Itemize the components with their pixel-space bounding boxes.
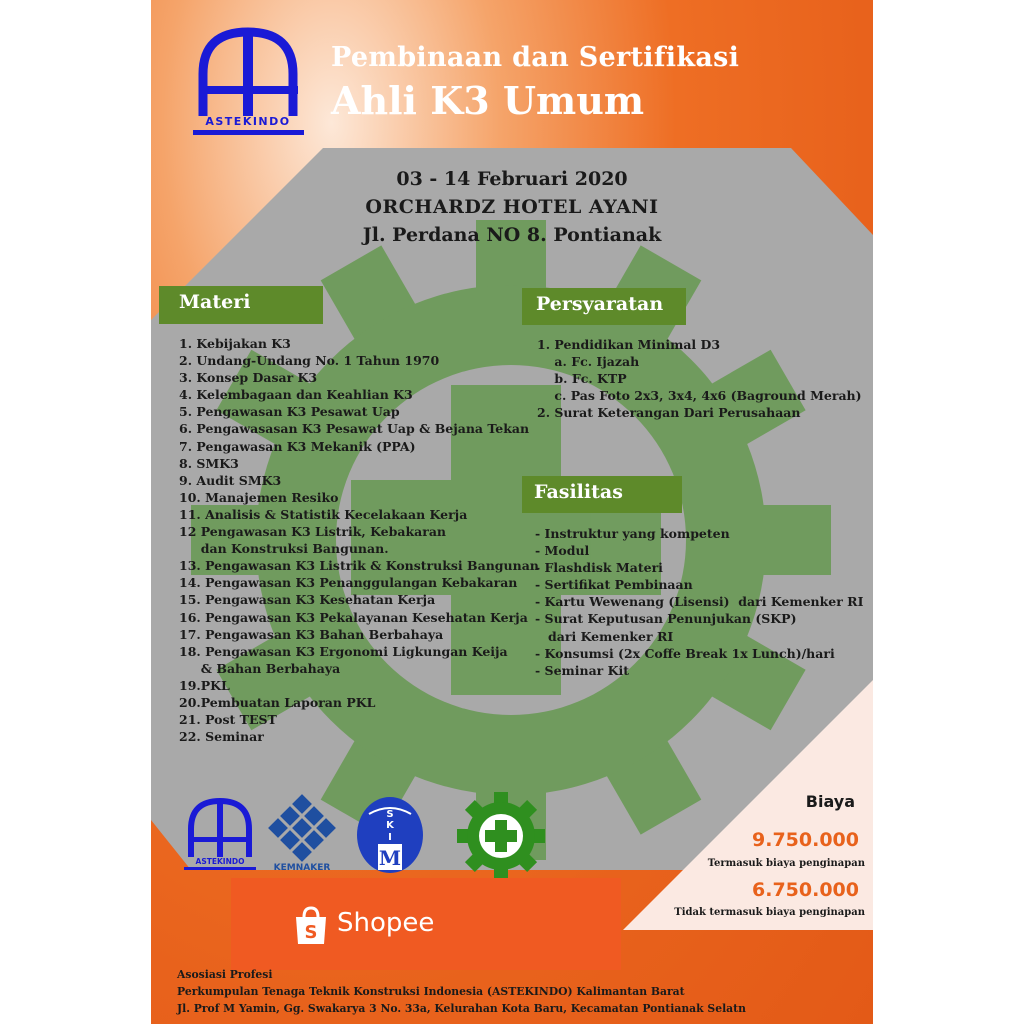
list-item: 22. Seminar [179,729,264,745]
price-with-lodging: 9.750.000 [752,829,859,851]
list-item: 1. Kebijakan K3 [179,336,291,351]
persyaratan-heading: Persyaratan [522,288,686,325]
shopee-bag-icon [293,906,329,946]
list-item: 19.PKL [179,677,230,693]
shopee-label: Shopee [337,908,435,938]
shopee-banner[interactable] [231,878,621,970]
list-item: 13. Pengawasan K3 Listrik & Konstruksi Bangunan [179,558,539,574]
footer [177,966,746,1017]
list-item: 1. Pendidikan Minimal D3 [537,337,721,352]
list-item: 11. Analisis & Statistik Kecelakaan Kerja [179,506,468,522]
list-item: 8. SMK3 [179,455,239,471]
skkm-logo [355,794,425,876]
list-item: c. Pas Foto 2x3, 3x4, 4x6 (Baground Merah) [537,388,862,404]
list-item: - Sertifikat Pembinaan [535,577,693,593]
list-item: 14. Pengawasan K3 Penanggulangan Kebakaran [179,575,518,591]
list-item: - Flashdisk Materi [535,560,663,576]
persyaratan-list [537,336,862,421]
materi-heading: Materi [159,286,323,324]
price-without-lodging-note: Tidak termasuk biaya penginapan [674,907,865,918]
list-item: 4. Kelembagaan dan Keahlian K3 [179,387,413,403]
kemnaker-logo-text: KEMNAKER [273,863,331,873]
fasilitas-list [535,525,863,679]
price-without-lodging: 6.750.000 [752,879,859,901]
list-item: 17. Pengawasan K3 Bahan Berbahaya [179,626,444,642]
list-item: b. Fc. KTP [537,371,627,387]
list-item: 6. Pengawasasan K3 Pesawat Uap & Bejana Tekan [179,421,530,437]
list-item: - Konsumsi (2x Coffe Break 1x Lunch)/hari [535,645,835,661]
list-item: 20.Pembuatan Laporan PKL [179,694,376,710]
list-item: 16. Pengawasan K3 Pekalayanan Kesehatan Kerja [179,609,528,625]
list-item: - Modul [535,543,590,559]
title-line-2: Ahli K3 Umum [331,78,645,123]
list-item: 18. Pengawasan K3 Ergonomi Ligkungan Keija [179,643,508,659]
astekindo-logo [191,24,306,144]
materi-list [179,335,539,745]
list-item: & Bahan Berbahaya [179,660,341,676]
list-item: 21. Post TEST [179,712,277,728]
list-item: 5. Pengawasan K3 Pesawat Uap [179,404,400,420]
event-address: Jl. Perdana NO 8. Pontianak [362,224,662,246]
skkm-letter: S [386,809,394,820]
poster [151,0,873,1024]
event-date: 03 - 14 Februari 2020 [396,168,628,190]
astekindo-logo-text: ASTEKINDO [205,115,291,128]
list-item: 9. Audit SMK3 [179,472,282,488]
list-item: dan Konstruksi Bangunan. [179,541,389,557]
list-item: a. Fc. Ijazah [537,354,640,370]
price-with-lodging-note: Termasuk biaya penginapan [707,858,865,869]
kemnaker-logo [267,793,339,873]
skkm-letter: K [386,820,394,831]
list-item: - Seminar Kit [535,662,630,678]
list-item: 3. Konsep Dasar K3 [179,370,318,386]
biaya-label: Biaya [805,792,855,811]
title-line-1: Pembinaan dan Sertifikasi [331,42,740,73]
list-item: dari Kemenker RI [535,628,674,644]
list-item: 2. Undang-Undang No. 1 Tahun 1970 [179,353,440,369]
k3-gear-icon [455,790,547,882]
list-item: - Kartu Wewenang (Lisensi) dari Kemenker RI [535,594,864,610]
list-item: - Instruktur yang kompeten [535,526,730,541]
event-venue: ORCHARDZ HOTEL AYANI [365,196,659,218]
list-item: 2. Surat Keterangan Dari Perusahaan [537,405,801,421]
astekindo-small-logo [183,795,257,875]
list-item: 7. Pengawasan K3 Mekanik (PPA) [179,438,416,454]
shopee-bag-letter: S [304,922,318,943]
list-item: 10. Manajemen Resiko [179,489,339,505]
list-item: - Surat Keputusan Penunjukan (SKP) [535,611,797,627]
skkm-letter: M [378,846,402,870]
skkm-letter: I [388,832,392,843]
list-item: 12 Pengawasan K3 Listrik, Kebakaran [179,524,447,540]
fasilitas-heading: Fasilitas [522,476,682,513]
footer-line-2: Perkumpulan Tenaga Teknik Konstruksi Indonesia (ASTEKINDO) Kalimantan Barat [177,985,685,998]
footer-line-3: Jl. Prof M Yamin, Gg. Swakarya 3 No. 33a, Kelurahan Kota Baru, Kecamatan Pontianak Selatn [177,1002,747,1015]
footer-line-1: Asosiasi Profesi [177,968,273,981]
astekindo-small-logo-text: ASTEKINDO [195,857,245,866]
list-item: 15. Pengawasan K3 Kesehatan Kerja [179,592,436,608]
